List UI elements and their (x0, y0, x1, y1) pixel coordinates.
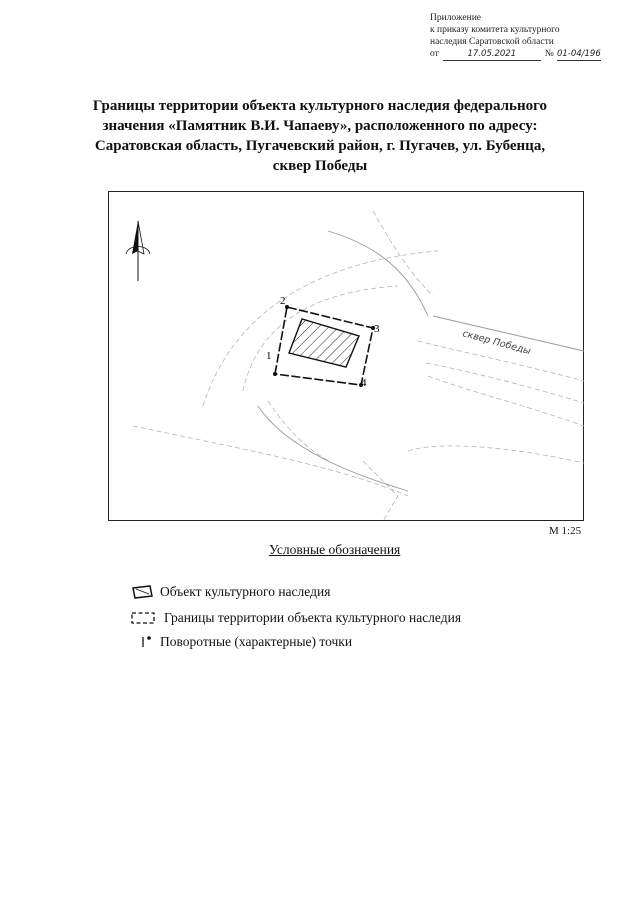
document-title (60, 96, 580, 176)
turning-point-2 (285, 305, 289, 309)
title-line-1: Границы территории объекта культурного наследия федерального (92, 98, 548, 114)
title-line-4: сквер Победы (272, 158, 368, 174)
date-prefix: от (430, 49, 439, 59)
appendix-line-1: Приложение (430, 13, 481, 23)
order-date-number (430, 48, 630, 61)
number-prefix: № (544, 49, 554, 59)
title-line-3: Саратовская область, Пугачевский район, г. Пугачев, ул. Бубенца, (94, 138, 546, 154)
point-label-2: 2 (280, 295, 286, 307)
point-label-1: 1 (266, 350, 272, 362)
point-label-4: 4 (361, 377, 367, 389)
legend-label-points: Поворотные (характерные) точки (160, 634, 353, 649)
appendix-line-2: к приказу комитета культурного (430, 25, 560, 35)
title-line-2: значения «Памятник В.И. Чапаеву», расположенного по адресу: (102, 118, 538, 134)
site-plan-map (108, 191, 584, 521)
legend-item-points (138, 634, 352, 650)
appendix-line-3: наследия Саратовской области (430, 37, 554, 47)
map-scale: М 1:25 (549, 525, 582, 537)
legend-label-object: Объект культурного наследия (160, 584, 331, 599)
legend-label-boundary: Границы территории объекта культурного наследия (164, 610, 462, 625)
legend-item-boundary (130, 610, 461, 626)
turning-point-icon (138, 634, 154, 650)
dashed-boundary-icon (130, 610, 156, 626)
legend-title: Условные обозначения (269, 542, 401, 557)
hatched-rectangle-icon (130, 584, 154, 600)
park-label: сквер Победы (461, 328, 532, 358)
point-label-3: 3 (374, 323, 380, 335)
appendix-header (430, 12, 630, 61)
turning-point-1 (273, 372, 277, 376)
legend-item-object (130, 584, 330, 600)
order-number: 01-04/196 (556, 49, 601, 59)
order-date: 17.05.2021 (443, 48, 541, 61)
